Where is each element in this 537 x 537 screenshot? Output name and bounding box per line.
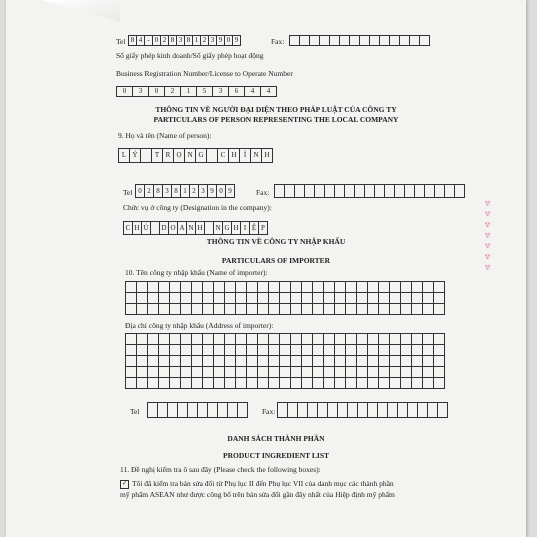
char-box[interactable]: 0	[152, 35, 161, 46]
char-box[interactable]: 0	[135, 184, 145, 198]
char-box[interactable]: H	[195, 221, 205, 235]
char-box[interactable]: Ệ	[249, 221, 259, 235]
header-fax-label: Fax:	[271, 37, 285, 46]
char-box[interactable]: 5	[196, 86, 213, 97]
char-box[interactable]: 8	[153, 184, 163, 198]
char-box[interactable]: 2	[144, 184, 154, 198]
char-box[interactable]: 3	[162, 184, 172, 198]
char-box[interactable]: I	[240, 221, 250, 235]
char-box[interactable]: L	[118, 148, 130, 163]
ingredient-instruction: 11. Đề nghị kiểm tra ô sau đây (Please check the following boxes):	[120, 465, 321, 474]
red-stamp-seal: ⁂ ⁂ ⁂ ⁂ ⁂ ⁂ ⁂	[485, 197, 491, 270]
ingredient-checkbox[interactable]: ✓	[121, 481, 128, 487]
char-box[interactable]: N	[213, 221, 223, 235]
ingredient-title-en: PRODUCT INGREDIENT LIST	[223, 451, 329, 460]
ingredient-check-line2: mỹ phẩm ASEAN như được công bố trên bản sửa đổi gần đây nhất của Hiệp định mỹ phẩm	[120, 490, 395, 499]
char-box[interactable]: O	[168, 221, 178, 235]
rep-tel-label: Tel	[123, 188, 133, 197]
char-box[interactable]: N	[184, 148, 196, 163]
char-box[interactable]: N	[250, 148, 262, 163]
rep-title-en: PARTICULARS OF PERSON REPRESENTING THE LOCAL COMPANY	[153, 115, 399, 124]
char-box[interactable]: 2	[160, 35, 169, 46]
char-box[interactable]: H	[261, 148, 273, 163]
char-box[interactable]: Í	[239, 148, 251, 163]
header-tel-boxes[interactable]	[128, 35, 240, 46]
importer-fax-boxes[interactable]	[277, 402, 447, 418]
char-box[interactable]: 4	[260, 86, 277, 97]
char-box[interactable]: 0	[216, 184, 226, 198]
char-box[interactable]: 9	[225, 184, 235, 198]
char-box[interactable]: 0	[116, 86, 133, 97]
business-label-vn: Số giấy phép kinh doanh/Số giấy phép hoạt động	[116, 51, 264, 60]
importer-tel-label: Tel	[130, 407, 140, 416]
rep-tel-boxes[interactable]	[135, 184, 234, 198]
header-tel-label: Tel	[116, 37, 126, 46]
char-box[interactable]: 4	[136, 35, 145, 46]
designation-boxes[interactable]	[123, 221, 267, 235]
importer-name-grid[interactable]	[125, 281, 444, 314]
page-fold	[42, 0, 120, 22]
char-box[interactable]: 2	[189, 184, 199, 198]
char-box[interactable]: T	[151, 148, 163, 163]
business-number-boxes[interactable]	[116, 86, 276, 97]
char-box[interactable]: 8	[184, 35, 193, 46]
char-box[interactable]: R	[162, 148, 174, 163]
char-box[interactable]: 2	[200, 35, 209, 46]
char-box[interactable]: 9	[216, 35, 225, 46]
grid-cell[interactable]	[433, 377, 445, 389]
char-box[interactable]: 1	[192, 35, 201, 46]
business-label-en: Business Registration Number/License to Operate Number	[116, 69, 293, 78]
rep-name-boxes[interactable]	[118, 148, 272, 163]
char-box[interactable]: C	[123, 221, 133, 235]
importer-address-grid[interactable]	[125, 333, 444, 388]
char-box[interactable]: 3	[208, 35, 217, 46]
char-box[interactable]: D	[159, 221, 169, 235]
rep-name-label: 9. Họ và tên (Name of person):	[118, 131, 212, 140]
char-box[interactable]: 9	[207, 184, 217, 198]
rep-title-vn: THÔNG TIN VỀ NGƯỜI ĐẠI DIỆN THEO PHÁP LUẬT CỦA CÔNG TY	[155, 105, 397, 114]
importer-title-vn: THÔNG TIN VỀ CÔNG TY NHẬP KHẨU	[206, 237, 346, 246]
char-box[interactable]: 1	[180, 86, 197, 97]
char-box[interactable]: C	[217, 148, 229, 163]
char-box[interactable]: 4	[244, 86, 261, 97]
char-box[interactable]: N	[186, 221, 196, 235]
importer-address-label: Địa chỉ công ty nhập khẩu (Address of importer):	[125, 321, 274, 330]
char-box[interactable]	[437, 402, 448, 418]
char-box[interactable]: 8	[168, 35, 177, 46]
char-box[interactable]: G	[195, 148, 207, 163]
ingredient-check-line1: Tôi đã kiểm tra bản sửa đổi từ Phụ lục II đến Phụ lục VII của danh mục các thành phần	[132, 479, 394, 489]
char-box[interactable]: 3	[212, 86, 229, 97]
grid-cell[interactable]	[433, 303, 445, 315]
char-box[interactable]: 3	[132, 86, 149, 97]
char-box[interactable]: 2	[164, 86, 181, 97]
char-box[interactable]: 0	[148, 86, 165, 97]
form-page	[6, 0, 526, 537]
char-box[interactable]: 6	[228, 86, 245, 97]
char-box[interactable]: Ủ	[141, 221, 151, 235]
char-box[interactable]: -	[144, 35, 153, 46]
char-box[interactable]: G	[222, 221, 232, 235]
importer-tel-boxes[interactable]	[147, 402, 247, 418]
char-box[interactable]: 3	[198, 184, 208, 198]
designation-label: Chức vụ ở công ty (Designation in the company):	[123, 203, 272, 212]
char-box[interactable]	[454, 184, 465, 198]
rep-fax-boxes[interactable]	[274, 184, 464, 198]
importer-fax-label: Fax:	[262, 407, 276, 416]
importer-name-label: 10. Tên công ty nhập khẩu (Name of importer):	[125, 268, 268, 277]
char-box[interactable]: H	[228, 148, 240, 163]
char-box[interactable]: A	[177, 221, 187, 235]
ingredient-title-vn: DANH SÁCH THÀNH PHẦN	[227, 434, 325, 443]
rep-fax-label: Fax:	[256, 188, 270, 197]
char-box[interactable]: 1	[180, 184, 190, 198]
char-box[interactable]: 3	[176, 35, 185, 46]
header-fax-boxes[interactable]	[289, 35, 429, 46]
char-box[interactable]: 9	[232, 35, 241, 46]
char-box[interactable]: H	[132, 221, 142, 235]
importer-title-en: PARTICULARS OF IMPORTER	[221, 256, 331, 265]
char-box[interactable]: Ý	[129, 148, 141, 163]
char-box[interactable]: 0	[224, 35, 233, 46]
char-box[interactable]	[237, 402, 248, 418]
char-box[interactable]: H	[231, 221, 241, 235]
char-box[interactable]: 8	[128, 35, 137, 46]
char-box[interactable]: 8	[171, 184, 181, 198]
char-box[interactable]: P	[258, 221, 268, 235]
ingredient-check-row[interactable]	[120, 480, 394, 489]
char-box[interactable]	[419, 35, 430, 46]
char-box[interactable]: Ọ	[173, 148, 185, 163]
